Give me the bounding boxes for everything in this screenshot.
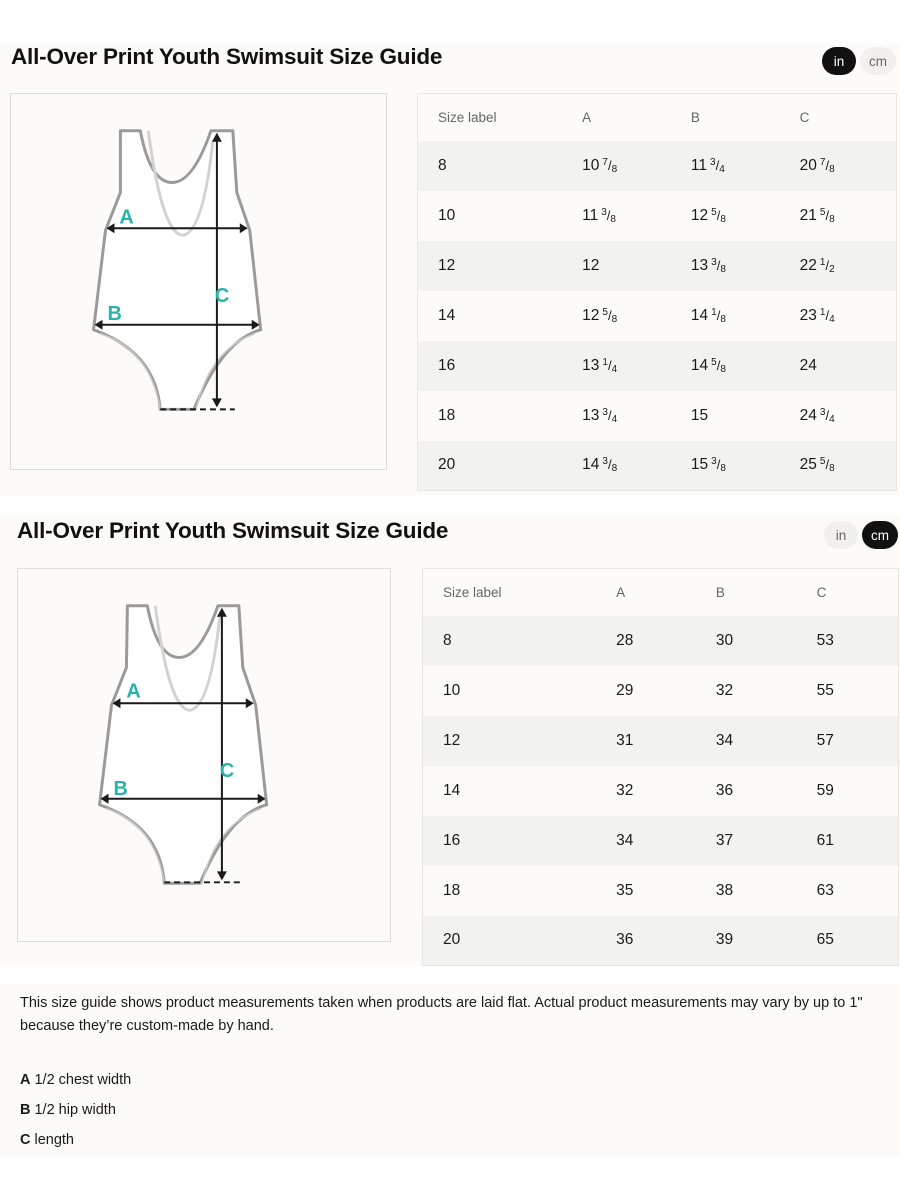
unit-toggle	[822, 47, 896, 75]
measurement-cell: 24 $^3/_4$	[799, 406, 835, 425]
size-label-cell: 14	[443, 781, 461, 799]
diagram-label-b: B	[107, 302, 122, 325]
measurement-cell: 39	[716, 916, 817, 966]
measurement-cell: 13 $^3/_8$	[691, 241, 800, 291]
table-row	[423, 916, 899, 966]
swimsuit-outline-icon	[18, 569, 390, 941]
legend-key: B	[20, 1102, 31, 1118]
measurement-cell: 10 $^7/_8$	[582, 141, 691, 191]
diagram-label-b: B	[113, 777, 128, 800]
unit-cm-button[interactable]: cm	[860, 47, 896, 75]
legend-key: A	[20, 1072, 31, 1088]
size-guide-notes	[0, 984, 900, 1156]
measurement-cell: 34	[616, 816, 716, 866]
measurement-cell: 25 $^5/_8$	[800, 441, 897, 491]
diagram-label-c: C	[214, 284, 230, 307]
measurement-cell: 53	[817, 616, 899, 666]
table-row	[418, 191, 897, 241]
table-row	[423, 616, 899, 666]
unit-in-button[interactable]: in	[822, 47, 856, 75]
size-table-cm	[422, 568, 899, 966]
column-header: A	[582, 109, 592, 125]
table-row	[423, 716, 899, 766]
size-guide-cm	[0, 514, 900, 966]
legend-text: length	[34, 1132, 74, 1148]
size-table-inches	[417, 93, 897, 491]
legend-key: C	[20, 1132, 31, 1148]
size-label-cell: 18	[438, 406, 456, 424]
column-header: B	[715, 584, 725, 600]
column-header: B	[690, 109, 700, 125]
measurement-cell: 11 $^3/_4$	[691, 141, 800, 191]
measurement-cell: 63	[816, 881, 834, 899]
size-label-cell: 8	[423, 616, 617, 666]
legend-item	[20, 1072, 131, 1102]
column-header: Size label	[443, 584, 502, 600]
measurement-cell: 14 $^3/_8$	[582, 441, 691, 491]
measurement-cell: 15 $^3/_8$	[691, 441, 800, 491]
measurement-cell: 38	[715, 881, 734, 899]
legend-item	[20, 1102, 131, 1132]
diagram-label-c: C	[219, 759, 235, 782]
measurement-cell: 32	[715, 681, 734, 699]
measurement-cell: 37	[716, 816, 817, 866]
measurement-cell: 34	[716, 716, 817, 766]
measurement-cell: 55	[816, 681, 834, 699]
size-label-cell: 16	[418, 341, 583, 391]
size-guide-inches	[0, 44, 900, 496]
diagram-label-a: A	[126, 680, 141, 703]
measurement-cell: 23 $^1/_4$	[799, 306, 835, 325]
unit-in-button[interactable]: in	[824, 521, 858, 549]
table-row	[418, 291, 897, 341]
measurement-cell: 13 $^3/_4$	[582, 406, 618, 425]
table-row	[418, 441, 897, 491]
size-label-cell: 16	[423, 816, 617, 866]
measurement-cell: 57	[817, 716, 899, 766]
measurement-cell: 14 $^5/_8$	[691, 341, 800, 391]
swimsuit-outline-icon	[11, 94, 386, 469]
size-label-cell: 20	[418, 441, 583, 491]
table-row	[423, 866, 899, 916]
table-row	[418, 341, 897, 391]
table-row	[423, 816, 899, 866]
size-label-cell: 10	[443, 681, 461, 699]
unit-cm-button[interactable]: cm	[862, 521, 898, 549]
measurement-cell: 24	[800, 341, 897, 391]
measurement-cell: 11 $^3/_8$	[582, 206, 616, 225]
table-row	[423, 666, 899, 716]
column-header: C	[816, 584, 827, 600]
table-row	[418, 141, 897, 191]
swimsuit-diagram	[10, 93, 387, 470]
measurement-cell: 14 $^1/_8$	[690, 306, 726, 325]
column-header: Size label	[438, 109, 497, 125]
size-label-cell: 12	[418, 241, 583, 291]
diagram-label-a: A	[119, 206, 134, 229]
measurement-cell: 28	[616, 616, 716, 666]
table-row	[418, 391, 897, 441]
measurement-cell: 21 $^5/_8$	[799, 206, 835, 225]
legend-text: 1/2 chest width	[34, 1072, 132, 1088]
unit-toggle	[824, 521, 898, 549]
measurement-description: This size guide shows product measurements taken when products are laid flat. Actual product measurements may vary by up to 1" because they’re custom-made by hand.	[20, 995, 863, 1034]
measurement-cell: 12	[582, 241, 691, 291]
measurement-cell: 12 $^5/_8$	[690, 206, 726, 225]
measurement-cell: 35	[616, 881, 634, 899]
measurement-cell: 20 $^7/_8$	[800, 141, 897, 191]
column-header: C	[799, 109, 810, 125]
table-row	[423, 766, 899, 816]
column-header: A	[616, 584, 626, 600]
legend-text: 1/2 hip width	[34, 1102, 116, 1118]
measurement-cell: 36	[715, 781, 734, 799]
measurement-cell: 65	[817, 916, 899, 966]
table-row	[418, 241, 897, 291]
measurement-cell: 12 $^5/_8$	[582, 306, 618, 325]
measurement-cell: 15	[690, 406, 709, 424]
swimsuit-diagram	[17, 568, 391, 942]
measurement-cell: 59	[816, 781, 834, 799]
measurement-cell: 32	[616, 781, 634, 799]
size-label-cell: 10	[438, 206, 456, 224]
size-label-cell: 18	[443, 881, 461, 899]
measurement-cell: 22 $^1/_2$	[800, 241, 897, 291]
measurement-cell: 31	[616, 716, 716, 766]
page-title: All-Over Print Youth Swimsuit Size Guide	[17, 518, 449, 543]
measurement-legend	[20, 1072, 131, 1162]
measurement-cell: 36	[616, 916, 716, 966]
measurement-cell: 30	[716, 616, 817, 666]
measurement-cell: 13 $^1/_4$	[582, 341, 691, 391]
size-label-cell: 14	[438, 306, 456, 324]
legend-item	[20, 1132, 131, 1162]
page-title: All-Over Print Youth Swimsuit Size Guide	[11, 44, 443, 69]
size-label-cell: 20	[423, 916, 617, 966]
size-label-cell: 8	[418, 141, 583, 191]
size-label-cell: 12	[423, 716, 617, 766]
measurement-cell: 29	[616, 681, 634, 699]
measurement-cell: 61	[817, 816, 899, 866]
